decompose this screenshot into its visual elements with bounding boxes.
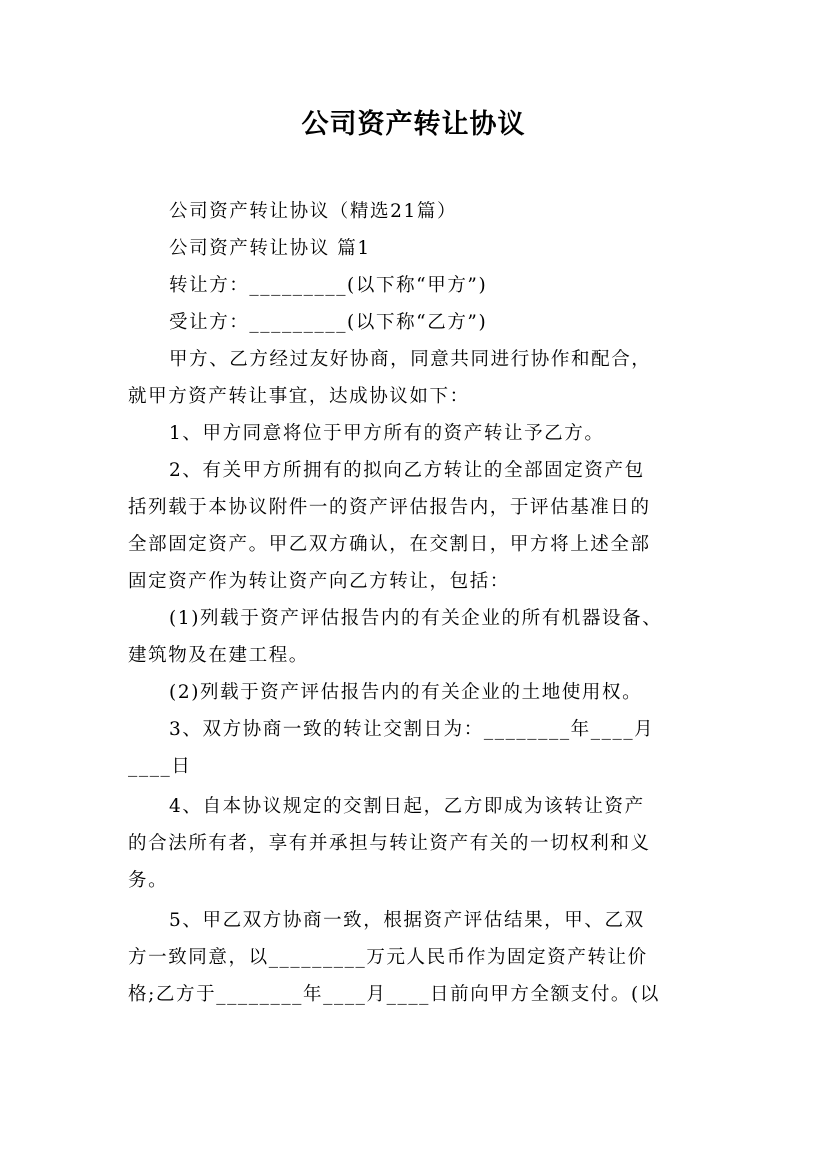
text-line: 转让方：_________(以下称“甲方”) <box>169 275 488 296</box>
text-line: 公司资产转让协议（精选21篇） <box>169 201 458 222</box>
text-line: (2)列载于资产评估报告内的有关企业的土地使用权。 <box>169 682 643 703</box>
text-line: 公司资产转让协议 篇1 <box>169 238 371 259</box>
text-line: 就甲方资产转让事宜，达成协议如下： <box>128 386 470 407</box>
text-line: 括列载于本协议附件一的资产评估报告内，于评估基准日的 <box>128 497 651 518</box>
text-line: 的合法所有者，享有并承担与转让资产有关的一切权利和义 <box>128 833 651 854</box>
text-line: ____日 <box>128 756 192 777</box>
text-line: 4、自本协议规定的交割日起，乙方即成为该转让资产 <box>169 796 645 817</box>
text-line: 固定资产作为转让资产向乙方转让，包括： <box>128 571 510 592</box>
text-line: 方一致同意，以_________万元人民币作为固定资产转让价 <box>128 947 648 968</box>
text-line: (1)列载于资产评估报告内的有关企业的所有机器设备、 <box>169 608 663 629</box>
text-line: 5、甲乙双方协商一致，根据资产评估结果，甲、乙双 <box>169 910 645 931</box>
document-title: 公司资产转让协议 <box>301 109 526 140</box>
text-line: 格;乙方于________年____月____日前向甲方全额支付。(以 <box>128 984 660 1005</box>
text-line: 甲方、乙方经过友好协商，同意共同进行协作和配合， <box>169 349 652 370</box>
text-line: 3、双方协商一致的转让交割日为：________年____月 <box>169 719 655 740</box>
text-line: 2、有关甲方所拥有的拟向乙方转让的全部固定资产包 <box>169 460 645 481</box>
text-line: 全部固定资产。甲乙双方确认，在交割日，甲方将上述全部 <box>128 534 651 555</box>
text-line: 1、甲方同意将位于甲方所有的资产转让予乙方。 <box>169 423 605 444</box>
text-line: 务。 <box>128 870 169 891</box>
text-line: 受让方：_________(以下称“乙方”) <box>169 312 488 333</box>
text-line: 建筑物及在建工程。 <box>128 645 309 666</box>
document-body <box>128 193 708 1013</box>
